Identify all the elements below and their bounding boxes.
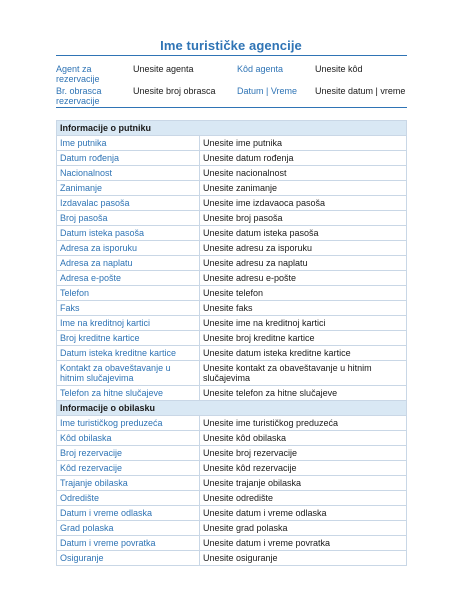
- field-label: Adresa e-pošte: [57, 271, 200, 286]
- traveler-row: [57, 181, 407, 196]
- field-value[interactable]: Unesite faks: [200, 301, 407, 316]
- field-value[interactable]: Unesite ime putnika: [200, 136, 407, 151]
- traveler-row: [57, 271, 407, 286]
- field-value[interactable]: Unesite nacionalnost: [200, 166, 407, 181]
- field-value[interactable]: Unesite ime turističkog preduzeća: [200, 416, 407, 431]
- field-value[interactable]: Unesite adresu e-pošte: [200, 271, 407, 286]
- traveler-row: [57, 166, 407, 181]
- traveler-row: [57, 331, 407, 346]
- field-value[interactable]: Unesite broj kreditne kartice: [200, 331, 407, 346]
- traveler-row: [57, 196, 407, 211]
- traveler-section-title: Informacije o putniku: [57, 121, 407, 136]
- field-value[interactable]: Unesite kôd obilaska: [200, 431, 407, 446]
- field-value[interactable]: Unesite kôd rezervacije: [200, 461, 407, 476]
- trip-row: [57, 536, 407, 551]
- field-label: Osiguranje: [57, 551, 200, 566]
- field-value[interactable]: Unesite broj pasoša: [200, 211, 407, 226]
- field-value[interactable]: Unesite odredište: [200, 491, 407, 506]
- agent-info-divider: [56, 107, 407, 108]
- field-value[interactable]: Unesite trajanje obilaska: [200, 476, 407, 491]
- traveler-row: [57, 316, 407, 331]
- field-label: Broj rezervacije: [57, 446, 200, 461]
- field-label: Faks: [57, 301, 200, 316]
- field-label: Odredište: [57, 491, 200, 506]
- field-value[interactable]: Unesite ime na kreditnoj kartici: [200, 316, 407, 331]
- field-label: Izdavalac pasoša: [57, 196, 200, 211]
- traveler-section-header: [57, 121, 407, 136]
- field-label: Kôd rezervacije: [57, 461, 200, 476]
- field-label: Datum i vreme odlaska: [57, 506, 200, 521]
- trip-row: [57, 491, 407, 506]
- trip-row: [57, 416, 407, 431]
- field-label: Broj pasoša: [57, 211, 200, 226]
- traveler-row: [57, 301, 407, 316]
- field-value[interactable]: Unesite adresu za naplatu: [200, 256, 407, 271]
- agent-label: Agent za rezervacije: [56, 64, 100, 84]
- field-label: Kôd obilaska: [57, 431, 200, 446]
- traveler-row: [57, 386, 407, 401]
- field-label: Nacionalnost: [57, 166, 200, 181]
- form-number-label: Br. obrasca rezervacije: [56, 86, 102, 106]
- field-value[interactable]: Unesite telefon: [200, 286, 407, 301]
- field-label: Datum isteka kreditne kartice: [57, 346, 200, 361]
- datetime-field[interactable]: Unesite datum | vreme: [315, 86, 406, 96]
- trip-row: [57, 446, 407, 461]
- traveler-row: [57, 211, 407, 226]
- field-label: Ime turističkog preduzeća: [57, 416, 200, 431]
- field-label: Zanimanje: [57, 181, 200, 196]
- field-value[interactable]: Unesite datum i vreme odlaska: [200, 506, 407, 521]
- field-value[interactable]: Unesite datum i vreme povratka: [200, 536, 407, 551]
- traveler-row: [57, 241, 407, 256]
- agent-value-field[interactable]: Unesite agenta: [133, 64, 194, 74]
- field-label: Trajanje obilaska: [57, 476, 200, 491]
- trip-row: [57, 506, 407, 521]
- document-title: Ime turističke agencije: [160, 38, 302, 53]
- field-label: Grad polaska: [57, 521, 200, 536]
- field-value[interactable]: Unesite datum isteka pasoša: [200, 226, 407, 241]
- trip-row: [57, 431, 407, 446]
- trip-row: [57, 476, 407, 491]
- traveler-row: [57, 346, 407, 361]
- field-label: Adresa za isporuku: [57, 241, 200, 256]
- field-value[interactable]: Unesite datum rođenja: [200, 151, 407, 166]
- traveler-row: [57, 361, 407, 386]
- field-label: Adresa za naplatu: [57, 256, 200, 271]
- agent-info-block: [56, 64, 407, 106]
- field-value[interactable]: Unesite adresu za isporuku: [200, 241, 407, 256]
- form-number-field[interactable]: Unesite broj obrasca: [133, 86, 216, 96]
- datetime-label: Datum | Vreme: [237, 86, 298, 96]
- field-label: Kontakt za obaveštavanje u hitnim slučajevima: [57, 361, 200, 386]
- field-value[interactable]: Unesite datum isteka kreditne kartice: [200, 346, 407, 361]
- trip-row: [57, 461, 407, 476]
- field-label: Datum i vreme povratka: [57, 536, 200, 551]
- field-label: Broj kreditne kartice: [57, 331, 200, 346]
- traveler-row: [57, 226, 407, 241]
- field-value[interactable]: Unesite zanimanje: [200, 181, 407, 196]
- traveler-row: [57, 136, 407, 151]
- trip-section-header: [57, 401, 407, 416]
- trip-row: [57, 551, 407, 566]
- traveler-row: [57, 151, 407, 166]
- reservation-table: [56, 120, 407, 566]
- field-label: Telefon za hitne slučajeve: [57, 386, 200, 401]
- trip-section-title: Informacije o obilasku: [57, 401, 407, 416]
- agent-code-field[interactable]: Unesite kôd: [315, 64, 363, 74]
- title-divider: [56, 55, 407, 56]
- field-label: Datum rođenja: [57, 151, 200, 166]
- field-label: Ime putnika: [57, 136, 200, 151]
- field-label: Datum isteka pasoša: [57, 226, 200, 241]
- traveler-row: [57, 286, 407, 301]
- trip-row: [57, 521, 407, 536]
- reservation-table-body: [57, 121, 407, 566]
- agent-code-label: Kôd agenta: [237, 64, 284, 74]
- field-value[interactable]: Unesite kontakt za obaveštavanje u hitnim slučajevima: [200, 361, 407, 386]
- field-value[interactable]: Unesite ime izdavaoca pasoša: [200, 196, 407, 211]
- field-value[interactable]: Unesite telefon za hitne slučajeve: [200, 386, 407, 401]
- field-value[interactable]: Unesite osiguranje: [200, 551, 407, 566]
- field-label: Telefon: [57, 286, 200, 301]
- field-label: Ime na kreditnoj kartici: [57, 316, 200, 331]
- field-value[interactable]: Unesite broj rezervacije: [200, 446, 407, 461]
- field-value[interactable]: Unesite grad polaska: [200, 521, 407, 536]
- traveler-row: [57, 256, 407, 271]
